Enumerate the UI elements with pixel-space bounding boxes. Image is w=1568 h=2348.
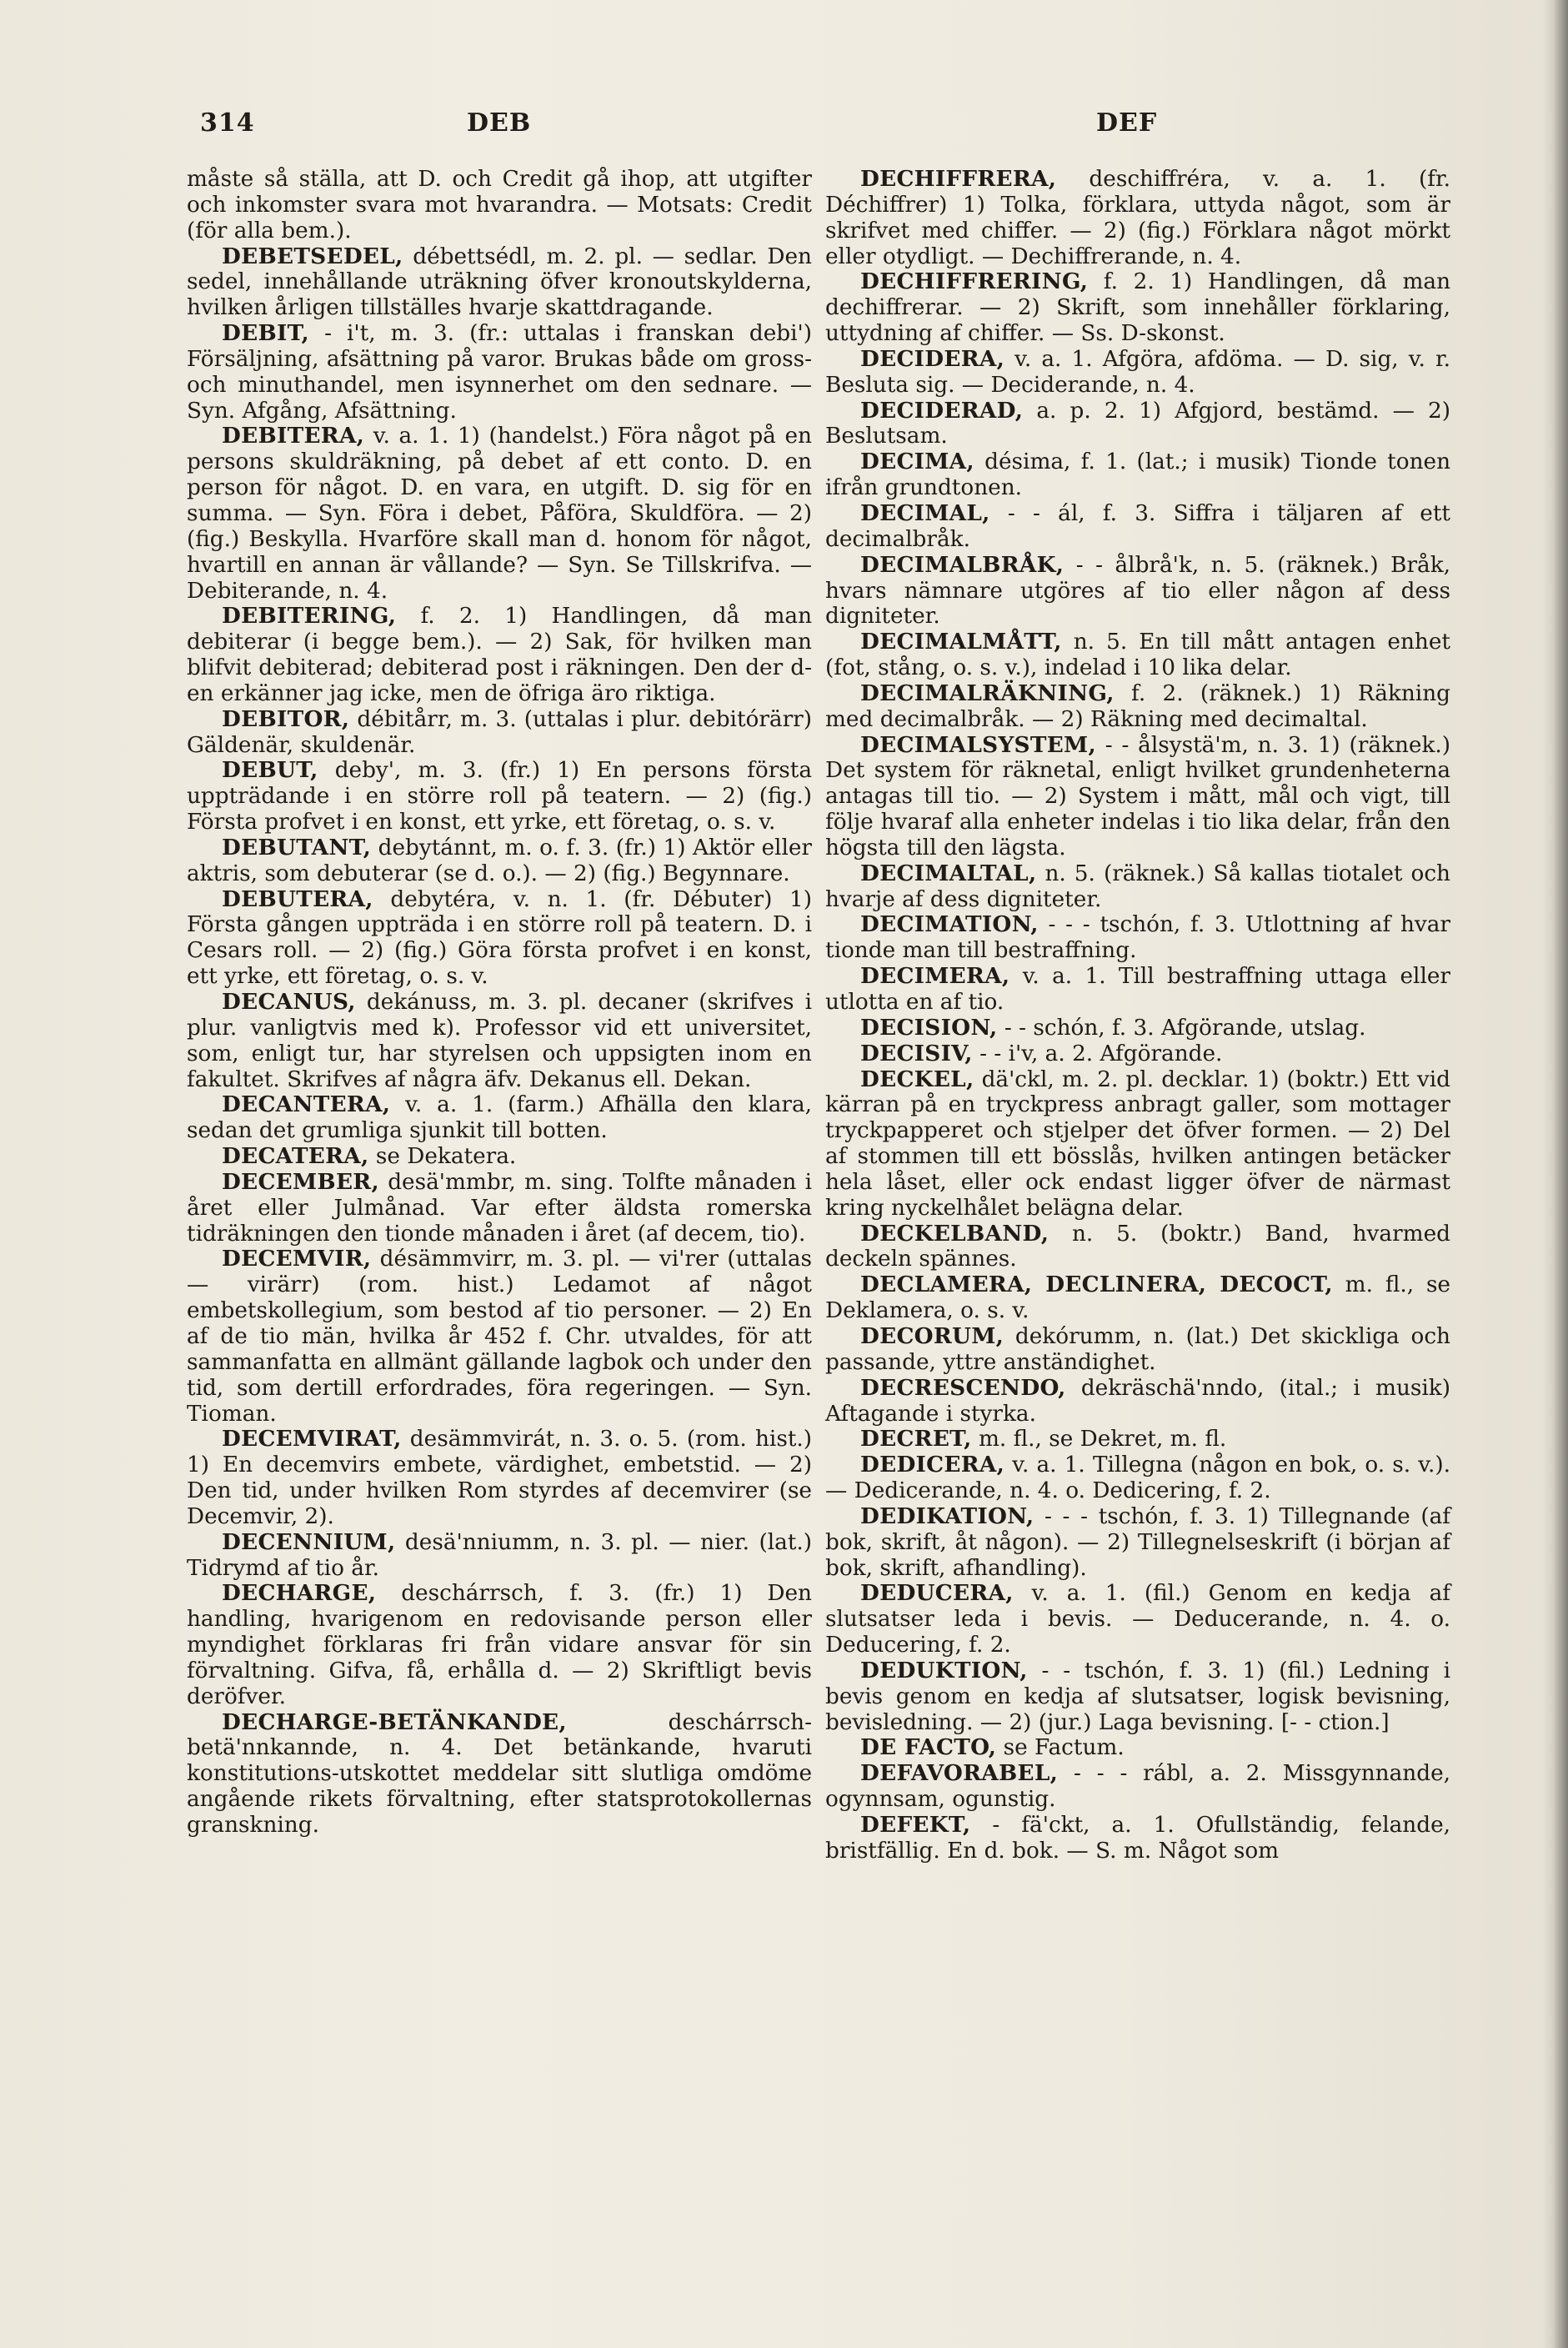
dictionary-entry: [825, 1272, 1450, 1324]
dictionary-entry: [187, 1530, 812, 1582]
right-guide-word: DEF: [1096, 108, 1158, 138]
entry-definition: f. 2. 1) Handlingen, då man debiterar (i begge bem.). — 2) Sak, för hvilken man blifvit debiterad; debiterad post i räkningen. Den der d-en erkänner jag icke, men de öfriga äro riktiga.: [187, 604, 813, 706]
dictionary-entry: [187, 887, 812, 990]
dictionary-entry: [187, 1427, 812, 1529]
entry-headword: DEBUTANT,: [222, 834, 372, 860]
entry-definition: - - ålsystä'm, n. 3. 1) (räknek.) Det system för räknetal, enligt hvilket grundenheterna antagas till tio. — 2) System i mått, mål och vigt, till följe hvaraf alla enheter indelas i tio lika delar, från den högsta till den lägsta.: [825, 732, 1451, 860]
entry-headword: DEFEKT,: [860, 1812, 971, 1838]
dictionary-entry: [187, 604, 812, 706]
entry-definition: v. a. 1. 1) (handelst.) Föra något på en persons skuldräkning, på debet af ett conto. D. en person för något. D. en vara, en utgift. D. sig för en summa. — Syn. Föra i debet, Påföra, Skuldföra. — 2) (fig.) Beskylla. Hvarföre skall man d. honom för något, hvartill en annan är vållande? — Syn. Se Tillskrifva. — Debiterande, n. 4.: [187, 424, 812, 604]
entry-definition: dä'ckl, m. 2. pl. decklar. 1) (boktr.) Ett vid kärran på en tryckpress anbragt galler, som mottager tryckpapperet och stjelper det öfver formen. — 2) Del af stommen till ett bösslås, hvilken antingen betäcker hela låset, eller ock endast ligger öfver de närmast kring nyckelhålet belägna delar.: [825, 1066, 1451, 1221]
entry-definition: se Dekatera.: [375, 1144, 517, 1170]
entry-definition: désima, f. 1. (lat.; i musik) Tionde tonen ifrån grundtonen.: [825, 449, 1451, 501]
entry-headword: DECENNIUM,: [222, 1528, 396, 1555]
entry-definition: n. 5. (boktr.) Band, hvarmed deckeln spännes.: [825, 1221, 1450, 1272]
entry-definition: deschárrsch-betä'nnkannde, n. 4. Det betänkande, hvaruti konstitutions-utskottet meddelar sitt slutliga omdöme angående rikets förvaltning, efter statsprotokollernas granskning.: [187, 1709, 812, 1838]
entry-headword: DEDUCERA,: [860, 1580, 1014, 1607]
dictionary-entry: [187, 835, 812, 887]
entry-headword: DE FACTO,: [860, 1734, 997, 1761]
page-number: 314: [200, 108, 255, 138]
entry-headword: DECATERA,: [222, 1143, 369, 1170]
entry-headword: DECIDERA,: [860, 345, 1005, 372]
entry-headword: DEDICERA,: [860, 1452, 1005, 1478]
dictionary-entry: [187, 1092, 812, 1144]
dictionary-entry: [825, 630, 1450, 681]
entry-definition: f. 2. 1) Handlingen, då man dechiffrerar. — 2) Skrift, som innehåller förklaring, uttydning af chiffer. — Ss. D-skonst.: [825, 269, 1451, 347]
dictionary-entry: [825, 912, 1450, 964]
entry-definition: dekórumm, n. (lat.) Det skickliga och passande, yttre anständighet.: [825, 1323, 1450, 1375]
entry-headword: DECORUM,: [860, 1322, 1004, 1349]
entry-definition: débettsédl, m. 2. pl. — sedlar. Den sedel, innehållande uträkning öfver kronoutskylderna, hvilken årligen tillställes hvarje skattdragande.: [187, 243, 812, 321]
entry-definition: v. a. 1. Tillegna (någon en bok, o. s. v.). — Dedicerande, n. 4. o. Dedicering, f. 2.: [825, 1452, 1450, 1504]
entry-headword: DEBETSEDEL,: [222, 243, 403, 269]
dictionary-entry: [187, 707, 812, 759]
entry-definition: - - - tschón, f. 3. 1) Tillegnande (af bok, skrift, åt någon). — 2) Tillegnelseskrift (i början af bok, skrift, afhandling).: [825, 1503, 1450, 1581]
dictionary-entry: [825, 1324, 1450, 1376]
entry-definition: v. a. 1. Afgöra, afdöma. — D. sig, v. r. Besluta sig. — Deciderande, n. 4.: [825, 346, 1451, 398]
entry-headword: DEBIT,: [222, 320, 310, 347]
entry-definition: - fä'ckt, a. 1. Ofullständig, felande, bristfällig. En d. bok. — S. m. Något som: [825, 1813, 1450, 1864]
dictionary-entry: [187, 758, 812, 835]
entry-headword: DEBUT,: [222, 757, 318, 784]
entry-definition: n. 5. En till mått antagen enhet (fot, stång, o. s. v.), indelad i 10 lika delar.: [825, 630, 1450, 681]
entry-headword: DECISION,: [860, 1014, 998, 1041]
entry-definition: deschárrsch, f. 3. (fr.) 1) Den handling, hvarigenom en redovisande person eller myndighet förklaras fri från vidare ansvar för sin förvaltning. Gifva, få, erhålla d. — 2) Skriftligt bevis deröfver.: [187, 1581, 812, 1709]
dictionary-entry: [187, 244, 812, 322]
entry-headword: DECHARGE,: [222, 1580, 377, 1607]
dictionary-entry: [825, 399, 1450, 450]
dictionary-entry: [825, 1813, 1450, 1864]
entry-definition: m. fl., se Dekret, m. fl.: [978, 1427, 1227, 1452]
entry-headword: DECKELBAND,: [860, 1220, 1050, 1247]
entry-headword: DECHIFFRERING,: [860, 268, 1089, 295]
entry-definition: f. 2. (räknek.) 1) Räkning med decimalbråk. — 2) Räkning med decimaltal.: [825, 680, 1450, 732]
entry-headword: DECIMALRÄKNING,: [860, 680, 1115, 706]
left-guide-word: DEB: [467, 108, 532, 138]
dictionary-entry: [187, 167, 812, 244]
entry-headword: DECRESCENDO,: [860, 1374, 1066, 1401]
entry-headword: DEFAVORABEL,: [860, 1760, 1059, 1787]
dictionary-entry: [825, 861, 1450, 913]
entry-headword: DECISIV,: [860, 1040, 973, 1066]
dictionary-entry: [825, 167, 1450, 269]
dictionary-entry: [825, 1504, 1450, 1582]
entry-definition: - - - rábl, a. 2. Missgynnande, ogynnsam, ogunstig.: [825, 1761, 1450, 1813]
dictionary-entry: [825, 733, 1450, 861]
entry-headword: DECIMALTAL,: [860, 860, 1037, 886]
entry-definition: desä'nniumm, n. 3. pl. — nier. (lat.) Tidrymd af tio år.: [187, 1529, 813, 1581]
dictionary-entry: [187, 1144, 812, 1170]
entry-headword: DECEMVIRAT,: [222, 1426, 402, 1452]
entry-headword: DECIDERAD,: [860, 397, 1024, 424]
dictionary-entry: [825, 449, 1450, 501]
entry-headword: DEBUTERA,: [222, 886, 373, 912]
entry-definition: desämmvirát, n. 3. o. 5. (rom. hist.) 1) En decemvirs embete, värdighet, embetstid. — 2) Den tid, under hvilken Rom styrdes af decemvirer (se Decemvir, 2).: [187, 1427, 813, 1529]
entry-headword: DECLAMERA, DECLINERA, DECOCT,: [860, 1272, 1333, 1298]
entry-definition: - i't, m. 3. (fr.: uttalas i franskan debi') Försäljning, afsättning på varor. Brukas både om gross- och minuthandel, men isynnerhet om den sednare. — Syn. Afgång, Afsättning.: [187, 321, 812, 424]
entry-definition: debytéra, v. n. 1. (fr. Débuter) 1) Första gången uppträda i en större roll på teatern. D. i Cesars roll. — 2) (fig.) Göra första profvet i en konst, ett yrke, ett företag, o. s. v.: [187, 886, 813, 990]
entry-headword: DEBITERING,: [222, 603, 397, 630]
entry-definition: n. 5. (räknek.) Så kallas tiotalet och hvarje af dess digniteter.: [825, 860, 1450, 912]
entry-definition: desä'mmbr, m. sing. Tolfte månaden i året eller Julmånad. Var efter äldsta romerska tidräkningen den tionde månaden i året (af decem, tio).: [187, 1169, 813, 1247]
entry-headword: DECANTERA,: [222, 1091, 391, 1118]
entry-headword: DECIMAL,: [860, 499, 990, 526]
dictionary-entry: [825, 1658, 1450, 1736]
dictionary-entry: [825, 681, 1450, 733]
entry-headword: DECIMALMÅTT,: [860, 629, 1062, 655]
entry-headword: DECKEL,: [860, 1066, 974, 1092]
dictionary-entry: [825, 1761, 1450, 1813]
entry-definition: debytánnt, m. o. f. 3. (fr.) 1) Aktör eller aktris, som debuterar (se d. o.). — 2) (fig.) Begynnare.: [187, 835, 812, 886]
right-column: [825, 167, 1450, 1864]
entry-headword: DECIMERA,: [860, 963, 1010, 990]
entry-definition: dekräschä'nndo, (ital.; i musik) Aftagande i styrka.: [825, 1375, 1451, 1427]
dictionary-entry: [187, 1170, 812, 1247]
entry-headword: DECEMBER,: [222, 1168, 379, 1195]
dictionary-entry: [825, 501, 1450, 553]
dictionary-entry: [825, 1581, 1450, 1658]
dictionary-entry: [825, 1016, 1450, 1041]
entry-definition: måste så ställa, att D. och Credit gå ihop, att utgifter och inkomster svara mot hvarandra. — Motsats: Credit (för alla bem.).: [187, 167, 812, 243]
dictionary-entry: [825, 269, 1450, 347]
dictionary-entry: [187, 321, 812, 424]
entry-headword: DECIMA,: [860, 449, 974, 475]
entry-headword: DEBITOR,: [222, 705, 350, 732]
dictionary-entry: [187, 1710, 812, 1839]
entry-headword: DECIMALBRÅK,: [860, 551, 1065, 578]
entry-definition: désämmvirr, m. 3. pl. — vi'rer (uttalas — virärr) (rom. hist.) Ledamot af något embetskollegium, som bestod af tio personer. — 2) En af de tio män, hvilka år 452 f. Chr. utvaldes, för att sammanfatta en allmänt gällande lagbok och under den tid, som dertill erfordrades, föra regeringen. — Syn. Tioman.: [187, 1247, 812, 1427]
entry-definition: - - ál, f. 3. Siffra i täljaren af ett decimalbråk.: [825, 500, 1450, 552]
dictionary-entry: [187, 1247, 812, 1427]
dictionary-entry: [825, 553, 1450, 630]
entry-headword: DEDUKTION,: [860, 1657, 1028, 1683]
left-column: [187, 167, 812, 1839]
entry-headword: DECIMATION,: [860, 911, 1039, 938]
entry-definition: débitårr, m. 3. (uttalas i plur. debitórärr) Gäldenär, skuldenär.: [187, 706, 813, 758]
dictionary-entry: [825, 347, 1450, 399]
dictionary-entry: [825, 964, 1450, 1016]
entry-definition: m. fl., se Deklamera, o. s. v.: [825, 1272, 1450, 1324]
entry-headword: DECHIFFRERA,: [860, 166, 1057, 192]
entry-definition: v. a. 1. Till bestraffning uttaga eller utlotta en af tio.: [825, 964, 1450, 1015]
entry-definition: - - ålbrå'k, n. 5. (räknek.) Bråk, hvars nämnare utgöres af tio eller någon af dess digniteter.: [825, 552, 1450, 630]
entry-definition: v. a. 1. (farm.) Afhälla den klara, sedan det grumliga sjunkit till botten.: [187, 1092, 813, 1144]
entry-definition: deschiffréra, v. a. 1. (fr. Déchiffrer) 1) Tolka, förklara, uttyda något, som är skrifvet med chiffer. — 2) (fig.) Förklara något mörkt eller otydligt. — Dechiffrerande, n. 4.: [825, 167, 1450, 269]
entry-headword: DEDIKATION,: [860, 1503, 1034, 1529]
dictionary-entry: [187, 424, 812, 604]
entry-headword: DECANUS,: [222, 989, 356, 1015]
dictionary-entry: [825, 1041, 1450, 1067]
dictionary-entry: [187, 990, 812, 1092]
entry-headword: DECEMVIR,: [222, 1246, 372, 1272]
entry-definition: se Factum.: [1003, 1735, 1125, 1761]
entry-definition: dekánuss, m. 3. pl. decaner (skrifves i plur. vanligtvis med k). Professor vid ett universitet, som, enligt tur, har styrelsen och uppsigten inom en fakultet. Skrifves af några äfv. Dekanus ell. Dekan.: [187, 990, 812, 1092]
dictionary-entry: [825, 1067, 1450, 1222]
entry-headword: DECHARGE-BETÄNKANDE,: [222, 1708, 567, 1735]
entry-definition: v. a. 1. (fil.) Genom en kedja af slutsatser leda i bevis. — Deducerande, n. 4. o. Deducering, f. 2.: [825, 1581, 1450, 1658]
dictionary-entry: [825, 1452, 1450, 1504]
entry-definition: - - i'v, a. 2. Afgörande.: [979, 1041, 1223, 1066]
dictionary-entry: [825, 1222, 1450, 1273]
entry-definition: - - tschón, f. 3. 1) (fil.) Ledning i bevis genom en kedja af slutsatser, logisk bevisning, bevisledning. — 2) (jur.) Laga bevisning. [- - ction.]: [825, 1658, 1451, 1735]
binding-shadow: [1543, 0, 1568, 2348]
entry-headword: DEBITERA,: [222, 423, 365, 449]
entry-definition: a. p. 2. 1) Afgjord, bestämd. — 2) Beslutsam.: [825, 398, 1450, 449]
entry-definition: deby', m. 3. (fr.) 1) En persons första uppträdande i en större roll på teatern. — 2) (fig.) Första profvet i en konst, ett yrke, ett företag, o. s. v.: [187, 758, 813, 835]
dictionary-entry: [825, 1427, 1450, 1452]
dictionary-entry: [187, 1581, 812, 1709]
dictionary-entry: [825, 1735, 1450, 1761]
running-header: [200, 108, 1459, 142]
dictionary-entry: [825, 1376, 1450, 1427]
entry-headword: DECRET,: [860, 1426, 972, 1452]
entry-definition: - - schón, f. 3. Afgörande, utslag.: [1004, 1015, 1366, 1041]
entry-definition: - - - tschón, f. 3. Utlottning af hvar tionde man till bestraffning.: [825, 912, 1450, 964]
entry-headword: DECIMALSYSTEM,: [860, 731, 1096, 758]
